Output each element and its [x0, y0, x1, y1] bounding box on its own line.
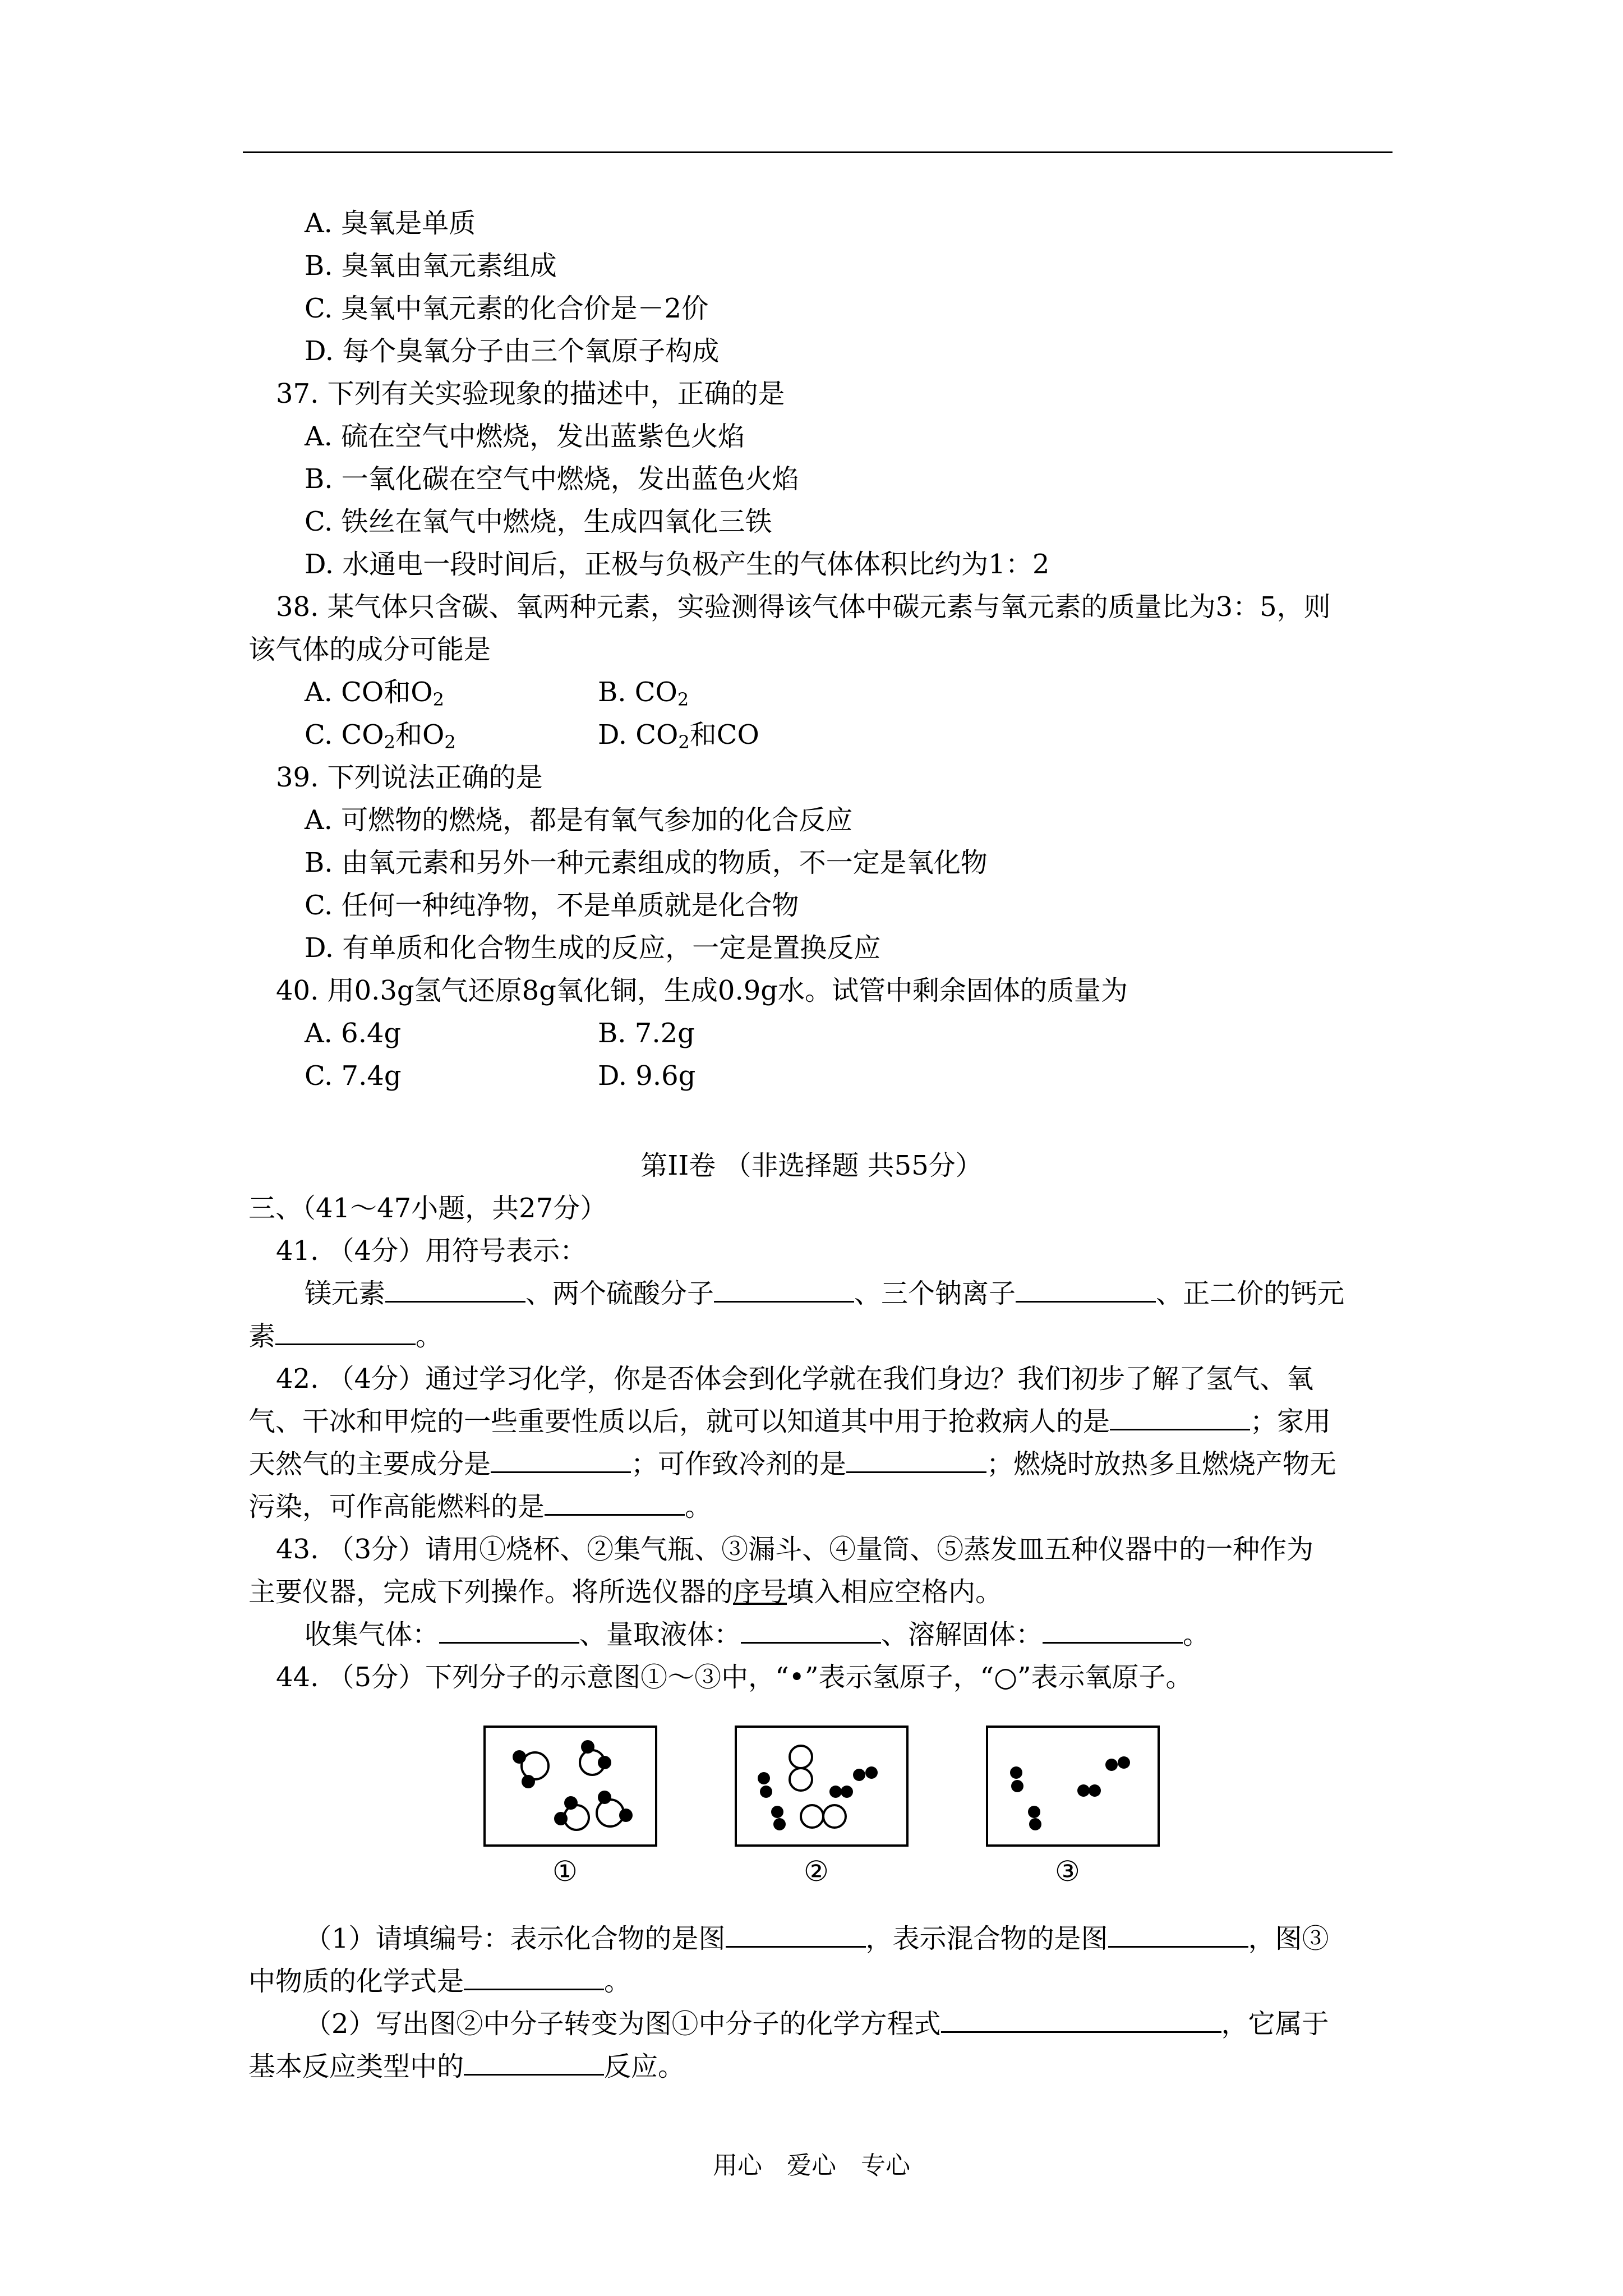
q38-option-d: D. $CO_2$和CO: [598, 719, 759, 753]
molecule-figure-3: [986, 1726, 1160, 1847]
q37-stem: 37. 下列有关实验现象的描述中，正确的是: [276, 378, 785, 409]
q44-stem: 44. （5分）下列分子的示意图①～③中，“•”表示氢原子，“○”表示氧原子。: [276, 1662, 1193, 1693]
q44-part1-line2: 中物质的化学式是 。: [248, 1963, 631, 1999]
header-rule: [243, 151, 1393, 153]
molecule-figure-2: [735, 1726, 909, 1847]
page-footer: 用心 爱心 专心: [713, 2151, 910, 2180]
q37-option-d: D. 水通电一段时间后，正极与负极产生的气体体积比约为1：2: [305, 549, 1050, 580]
answer-blank[interactable]: [1108, 1921, 1248, 1948]
answer-blank[interactable]: [275, 1319, 416, 1345]
q39-option-b: B. 由氧元素和另外一种元素组成的物质，不一定是氧化物: [305, 847, 988, 878]
q43-line2: 主要仪器，完成下列操作。将所选仪器的序号填入相应空格内。: [248, 1576, 1003, 1608]
q41-line2: 素 。: [248, 1318, 442, 1354]
q39-stem: 39. 下列说法正确的是: [276, 762, 543, 793]
q42-line1: 42. （4分）通过学习化学，你是否体会到化学就在我们身边？我们初步了解了氢气、氧: [276, 1363, 1314, 1395]
q44-part2-line2: 基本反应类型中的 反应。: [248, 2049, 685, 2085]
q44-part2-line1: （2）写出图②中分子转变为图①中分子的化学方程式 ，它属于: [305, 2006, 1329, 2042]
answer-blank[interactable]: [464, 1964, 604, 1990]
molecule-diagram-3: [988, 1728, 1158, 1844]
answer-blank[interactable]: [741, 1617, 881, 1644]
q42-line2: 气、干冰和甲烷的一些重要性质以后，就可以知道其中用于抢救病人的是 ；家用: [248, 1404, 1331, 1439]
figure-label-2: ②: [804, 1855, 829, 1888]
answer-blank[interactable]: [714, 1276, 854, 1303]
q37-option-a: A. 硫在空气中燃烧，发出蓝紫色火焰: [305, 421, 745, 452]
molecule-diagram-1: [486, 1728, 655, 1844]
section3-title: 三、（41～47小题，共27分）: [248, 1193, 607, 1224]
q42-line3: 天然气的主要成分是 ；可作致冷剂的是 ；燃烧时放热多且燃烧产物无: [248, 1446, 1336, 1482]
q40-option-d: D. 9.6g: [598, 1060, 696, 1092]
q37-option-b: B. 一氧化碳在空气中燃烧，发出蓝色火焰: [305, 463, 799, 495]
figure-label-1: ①: [552, 1855, 578, 1888]
q38-stem-line1: 38. 某气体只含碳、氧两种元素，实验测得该气体中碳元素与氧元素的质量比为3：5，则: [276, 591, 1331, 623]
figure-label-3: ③: [1055, 1855, 1080, 1888]
answer-blank[interactable]: [941, 2007, 1221, 2033]
q36-option-b: B. 臭氧由氧元素组成: [305, 250, 557, 282]
q41-stem: 41. （4分）用符号表示：: [276, 1235, 587, 1267]
q40-stem: 40. 用0.3g氢气还原8g氧化铜，生成0.9g水。试管中剩余固体的质量为: [276, 975, 1128, 1006]
molecule-figure-1: [483, 1726, 657, 1847]
q44-part1-line1: （1）请填编号：表示化合物的是图 ，表示混合物的是图 ，图③: [305, 1921, 1329, 1957]
answer-blank[interactable]: [464, 2049, 604, 2076]
answer-blank[interactable]: [726, 1921, 866, 1948]
answer-blank[interactable]: [491, 1447, 631, 1473]
q40-option-c: C. 7.4g: [305, 1060, 402, 1092]
q38-option-a: A. CO和$O_2$: [305, 677, 444, 710]
q40-option-a: A. 6.4g: [305, 1018, 402, 1049]
q38-option-c: C. $CO_2$和$O_2$: [305, 719, 456, 753]
part2-title: 第II卷 （非选择题 共55分）: [640, 1150, 983, 1181]
q36-option-c: C. 臭氧中氧元素的化合价是－2价: [305, 293, 709, 324]
answer-blank[interactable]: [1110, 1404, 1250, 1430]
q39-option-d: D. 有单质和化合物生成的反应，一定是置换反应: [305, 932, 881, 964]
q36-option-d: D. 每个臭氧分子由三个氧原子构成: [305, 335, 720, 367]
answer-blank[interactable]: [846, 1447, 986, 1473]
q39-option-c: C. 任何一种纯净物，不是单质就是化合物: [305, 890, 799, 921]
q41-line1: 镁元素 、两个硫酸分子 、三个钠离子 、正二价的钙元: [305, 1276, 1344, 1312]
answer-blank[interactable]: [385, 1276, 525, 1303]
q39-option-a: A. 可燃物的燃烧，都是有氧气参加的化合反应: [305, 804, 853, 836]
answer-blank[interactable]: [439, 1617, 579, 1644]
answer-blank[interactable]: [545, 1489, 685, 1516]
q37-option-c: C. 铁丝在氧气中燃烧，生成四氧化三铁: [305, 506, 772, 537]
q38-option-b: B. $CO_2$: [598, 677, 689, 710]
answer-blank[interactable]: [1016, 1276, 1156, 1303]
q43-line1: 43. （3分）请用①烧杯、②集气瓶、③漏斗、④量筒、⑤蒸发皿五种仪器中的一种作为: [276, 1534, 1314, 1565]
answer-blank[interactable]: [1043, 1617, 1183, 1644]
q40-option-b: B. 7.2g: [598, 1018, 695, 1049]
q38-stem-line2: 该气体的成分可能是: [248, 634, 491, 665]
q43-line3: 收集气体： 、量取液体： 、溶解固体： 。: [305, 1617, 1210, 1653]
molecule-diagram-2: [737, 1728, 906, 1844]
q42-line4: 污染，可作高能燃料的是 。: [248, 1489, 712, 1525]
q36-option-a: A. 臭氧是单质: [305, 208, 476, 239]
